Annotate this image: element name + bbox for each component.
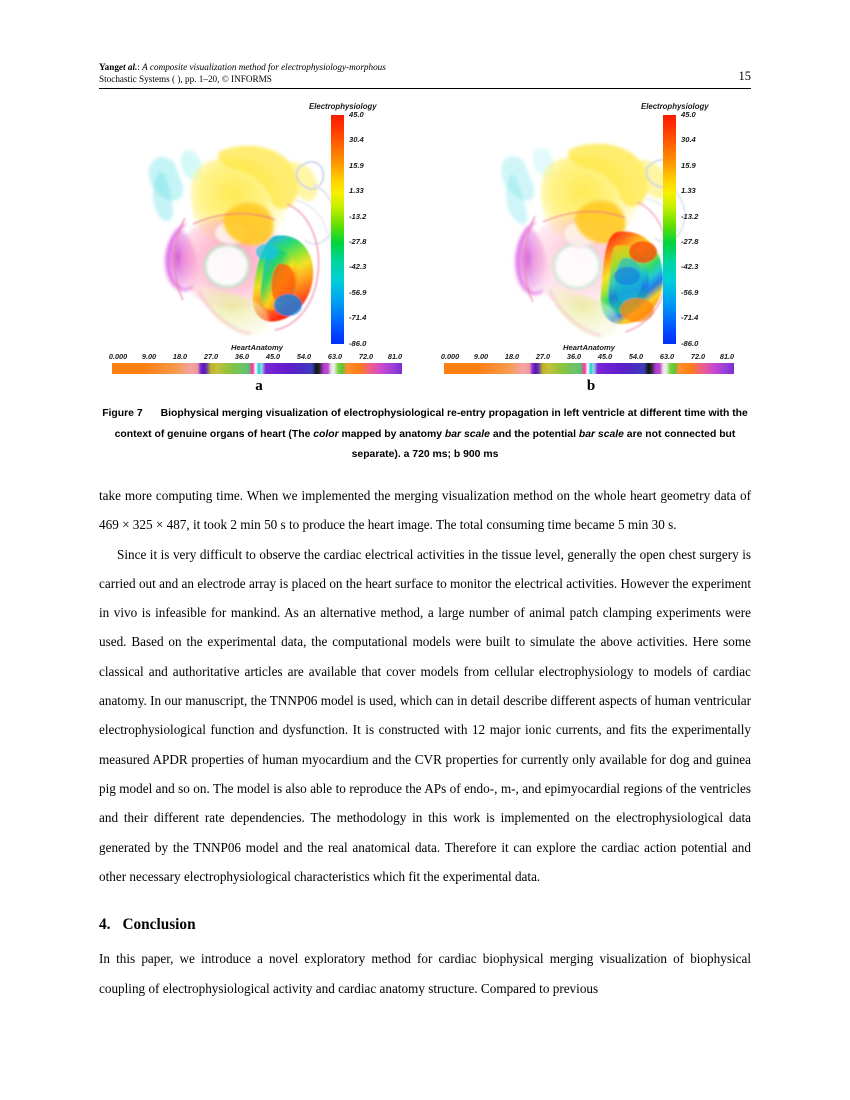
figure-caption-italic-3: bar scale [578, 428, 624, 440]
anat-tick-b-1: 9.00 [473, 352, 489, 361]
ep-tick-a-0: 45.0 [349, 110, 364, 119]
electrophysiology-tick-labels-b [681, 110, 741, 348]
panel-label-b: b [586, 378, 596, 394]
anat-tick-a-8: 72.0 [358, 352, 374, 361]
ep-tick-b-8: -71.4 [681, 313, 699, 323]
electrophysiology-colorbar-b [641, 102, 745, 348]
figure-panel-a [99, 100, 419, 400]
anat-tick-a-0: 0.000 [108, 352, 128, 361]
figure-caption-italic-1: color [313, 428, 339, 440]
figure-caption-italic-2: bar scale [444, 428, 490, 440]
anat-tick-b-8: 72.0 [690, 352, 706, 361]
section-title: Conclusion [122, 916, 196, 934]
ep-tick-a-2: 15.9 [349, 160, 364, 170]
anat-tick-b-6: 54.0 [628, 352, 644, 361]
anat-tick-b-3: 27.0 [535, 352, 551, 361]
running-head [99, 61, 751, 85]
body-paragraph-1: take more computing time. When we implemented the merging visualization method on the whole heart geometry data of 469 × 325 × 487, it took 2 min 50 s to produce the heart image. The total consuming time became 5 min 30 s. [99, 488, 751, 533]
anat-tick-b-5: 45.0 [597, 352, 613, 361]
figure-panel-b [431, 100, 751, 400]
electrophysiology-tick-labels-a [349, 110, 409, 348]
heart-anatomy-colorbar-b [437, 343, 741, 377]
ep-tick-b-2: 15.9 [681, 160, 696, 170]
figure-caption-text-1: Biophysical merging visualization of electrophysiological re-entry propagation in left ventricle at different time with the context of genuine organs of heart (The [114, 408, 748, 440]
heart-anatomy-tick-labels-b [437, 352, 741, 363]
figure-caption-text-3: and the potential [489, 428, 579, 440]
ep-tick-a-7: -56.9 [349, 287, 367, 297]
body-paragraph-2: Since it is very difficult to observe the cardiac electrical activities in the tissue level, generally the open chest surgery is carried out and an electrode array is placed on the heart surface to monitor the electrical activities. However the experiment in vivo is infeasible for mankind. As an alternative method, a large number of animal patch clamping experiments were used. Based on the experimental data, the computational models were built to simulate the above activities. Here some classical and authoritative articles are available that cover models from cellular electrophysiology to models of cardiac anatomy. In our manuscript, the TNNP06 model is used, which can in detail describe different aspects of human ventricular electrophysiological function and dysfunction. It is constructed with 12 major ionic currents, and fits the experimentally measured APDR properties of human myocardium and the CVR properties for currently only available for dog and guinea pig model and so on. The model is also able to reproduce the APs of endo-, m-, and epimyocardial regions of the ventricles and their different rate dependencies. The methodology in this work is implemented on the electrophysiological data generated by the TNNP06 model and the real anatomical data. Therefore it can explore the cardiac action potential and other necessary electrophysiological characteristics which fit the experimental data. [99, 546, 751, 884]
ep-tick-b-4: -13.2 [681, 211, 699, 221]
ep-tick-b-7: -56.9 [681, 287, 699, 297]
anat-tick-a-9: 81.0 [387, 352, 403, 361]
anat-tick-a-7: 63.0 [327, 352, 343, 361]
electrophysiology-colorbar-title-a: Electrophysiology [309, 102, 377, 111]
anat-tick-b-4: 36.0 [566, 352, 582, 361]
heart-anatomy-tick-labels-a [105, 352, 409, 363]
heart-anatomy-colorbar-title-b: HeartAnatomy [563, 343, 615, 352]
ep-tick-a-4: -13.2 [349, 211, 367, 221]
electrophysiology-colorbar-a [309, 102, 413, 348]
ep-tick-b-0: 45.0 [681, 110, 696, 119]
heart-anatomy-colorbar-title-a: HeartAnatomy [231, 343, 283, 352]
section-spacer [99, 891, 751, 910]
body-text [99, 481, 751, 1003]
anat-tick-a-1: 9.00 [141, 352, 157, 361]
heart-anatomy-colorbar-a [105, 343, 409, 377]
figure-caption-number: Figure 7 [102, 408, 143, 419]
running-head-author-etal: et al. [118, 62, 138, 72]
anat-tick-a-6: 54.0 [296, 352, 312, 361]
panel-label-a: a [255, 378, 263, 394]
heart-anatomy-color-gradient-b [444, 363, 734, 374]
running-head-separator: : [137, 62, 140, 72]
ep-tick-a-1: 30.4 [349, 135, 364, 145]
anat-tick-b-0: 0.000 [440, 352, 460, 361]
anat-tick-a-2: 18.0 [172, 352, 188, 361]
anat-tick-b-9: 81.0 [719, 352, 735, 361]
running-head-journal: Stochastic Systems ( ), pp. 1–20, © INFORMS [99, 74, 272, 84]
figure-caption-text-2: mapped by anatomy [338, 428, 445, 440]
ep-tick-a-5: -27.8 [349, 237, 367, 246]
section-paragraph-1: In this paper, we introduce a novel exploratory method for cardiac biophysical merging visualization of biophysical coupling of electrophysiological activity and cardiac anatomy structure. Compared to previous [99, 951, 751, 996]
anat-tick-b-2: 18.0 [504, 352, 520, 361]
anat-tick-a-4: 36.0 [234, 352, 250, 361]
ep-tick-b-6: -42.3 [681, 262, 699, 272]
section-heading-conclusion [99, 910, 751, 939]
ep-tick-b-1: 30.4 [681, 135, 696, 145]
running-head-title-line [99, 61, 751, 73]
ep-tick-a-8: -71.4 [349, 313, 367, 323]
heart-anatomy-color-gradient-a [112, 363, 402, 374]
electrophysiology-colorbar-title-b: Electrophysiology [641, 102, 709, 111]
section-number: 4. [99, 916, 111, 934]
page-number: 15 [738, 69, 751, 83]
anat-tick-a-5: 45.0 [265, 352, 281, 361]
electrophysiology-color-gradient-b [663, 115, 676, 344]
ep-tick-a-6: -42.3 [349, 262, 367, 272]
ep-tick-b-5: -27.8 [681, 237, 699, 246]
anat-tick-b-7: 63.0 [659, 352, 675, 361]
ep-tick-b-9: -86.0 [681, 338, 699, 348]
electrophysiology-color-gradient-a [331, 115, 344, 344]
ep-tick-a-3: 1.33 [349, 186, 364, 196]
header-rule [99, 88, 751, 89]
ep-tick-a-9: -86.0 [349, 338, 367, 348]
ep-tick-b-3: 1.33 [681, 186, 696, 196]
anat-tick-a-3: 27.0 [203, 352, 219, 361]
figure-7 [99, 100, 751, 400]
figure-caption [99, 404, 751, 466]
figure-caption-text-4: are not connected but separate). a 720 ms; b 900 ms [351, 428, 736, 460]
running-head-author: Yang [99, 62, 119, 72]
running-head-article-title: A composite visualization method for electrophysiology-morphous [142, 62, 386, 72]
